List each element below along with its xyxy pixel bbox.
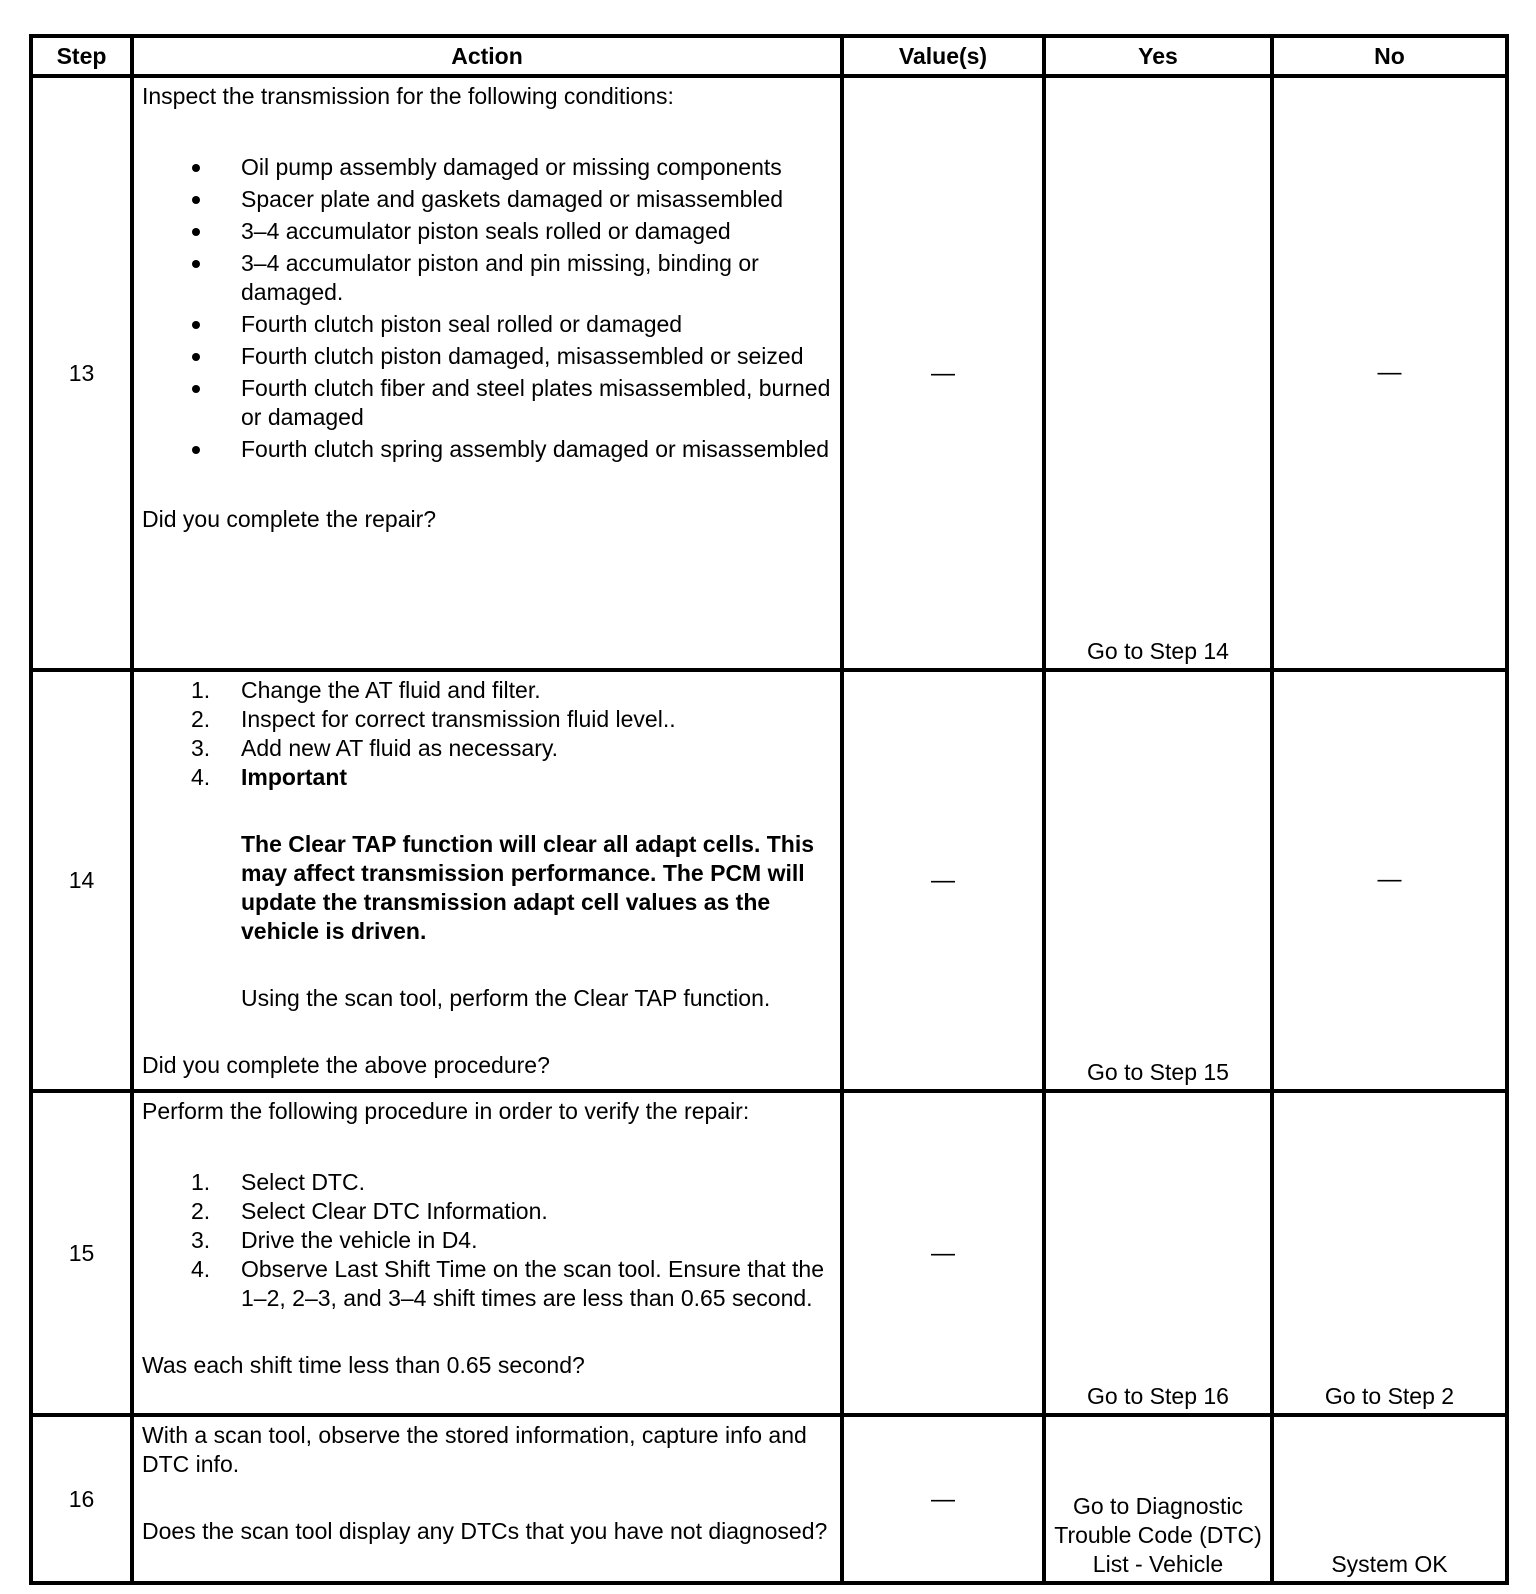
step-number: 15 <box>31 1091 132 1415</box>
step-number: 16 <box>31 1415 132 1583</box>
item-number: 1. <box>191 1169 211 1195</box>
list-item <box>142 1168 832 1197</box>
value-dash: — <box>931 1239 955 1267</box>
important-label: Important <box>241 764 348 790</box>
item-number: 4. <box>191 1256 211 1282</box>
yes-link[interactable]: Go to Step 14 <box>1087 638 1229 664</box>
list-item: Spacer plate and gaskets damaged or misassembled <box>142 185 832 214</box>
header-row <box>31 36 1507 76</box>
action-cell <box>132 670 842 1091</box>
item-number: 4. <box>191 764 211 790</box>
item-text: Add new AT fluid as necessary. <box>241 735 559 761</box>
table-row-step-16 <box>31 1415 1507 1583</box>
yes-cell <box>1044 1091 1272 1415</box>
value-cell <box>842 670 1044 1091</box>
action-cell <box>132 1091 842 1415</box>
list-item <box>142 676 832 705</box>
item-text: Select DTC. <box>241 1169 365 1195</box>
list-item: 3–4 accumulator piston seals rolled or damaged <box>142 217 832 246</box>
list-item: Fourth clutch piston damaged, misassembled or seized <box>142 342 832 371</box>
no-cell <box>1272 76 1507 670</box>
list-item <box>142 734 832 763</box>
no-status: System OK <box>1331 1551 1448 1577</box>
procedure-list <box>142 1168 832 1313</box>
header-values: Value(s) <box>842 36 1044 76</box>
item-number: 3. <box>191 735 211 761</box>
list-item: Fourth clutch spring assembly damaged or misassembled <box>142 435 832 464</box>
action-intro: With a scan tool, observe the stored information, capture info and DTC info. <box>142 1422 807 1477</box>
value-cell <box>842 1091 1044 1415</box>
item-number: 1. <box>191 677 211 703</box>
action-intro: Inspect the transmission for the following conditions: <box>142 83 674 109</box>
item-text: Inspect for correct transmission fluid level.. <box>241 706 676 732</box>
yes-cell <box>1044 1415 1272 1583</box>
item-text: Observe Last Shift Time on the scan tool. Ensure that the 1–2, 2–3, and 3–4 shift times are less than 0.65 second. <box>241 1256 824 1311</box>
important-note: The Clear TAP function will clear all adapt cells. This may affect transmission performance. The PCM will update the transmission adapt cell values as the vehicle is driven. <box>241 831 815 944</box>
item-number: 3. <box>191 1227 211 1253</box>
header-step: Step <box>31 36 132 76</box>
condition-list <box>142 153 832 464</box>
action-question: Did you complete the repair? <box>142 506 437 532</box>
item-number: 2. <box>191 1198 211 1224</box>
yes-link[interactable]: Go to Step 15 <box>1087 1059 1229 1085</box>
step-number: 14 <box>31 670 132 1091</box>
yes-link[interactable]: Go to Step 16 <box>1087 1383 1229 1409</box>
no-cell <box>1272 1415 1507 1583</box>
list-item: Fourth clutch fiber and steel plates misassembled, burned or damaged <box>142 374 832 432</box>
no-dash: — <box>1377 358 1402 386</box>
header-action: Action <box>132 36 842 76</box>
no-link[interactable]: Go to Step 2 <box>1324 1383 1455 1409</box>
yes-cell <box>1044 76 1272 670</box>
value-dash: — <box>931 1485 955 1513</box>
header-yes: Yes <box>1044 36 1272 76</box>
list-item <box>142 1226 832 1255</box>
list-item <box>142 1255 832 1313</box>
action-intro: Perform the following procedure in order to verify the repair: <box>142 1098 750 1124</box>
no-cell <box>1272 1091 1507 1415</box>
list-item <box>142 763 832 1013</box>
value-dash: — <box>931 867 955 894</box>
list-item: Fourth clutch piston seal rolled or damaged <box>142 310 832 339</box>
item-text: Drive the vehicle in D4. <box>241 1227 478 1253</box>
list-item <box>142 1197 832 1226</box>
no-cell <box>1272 670 1507 1091</box>
table-row-step-14 <box>31 670 1507 1091</box>
action-question: Does the scan tool display any DTCs that you have not diagnosed? <box>142 1518 828 1544</box>
list-item: 3–4 accumulator piston and pin missing, binding or damaged. <box>142 249 832 307</box>
action-cell <box>132 1415 842 1583</box>
table-row-step-15 <box>31 1091 1507 1415</box>
value-dash: — <box>931 359 955 387</box>
item-text: Change the AT fluid and filter. <box>241 677 541 703</box>
action-cell <box>132 76 842 670</box>
instruction-text: Using the scan tool, perform the Clear TAP function. <box>241 985 771 1011</box>
diagnostic-table <box>29 34 1509 1585</box>
yes-cell <box>1044 670 1272 1091</box>
item-number: 2. <box>191 706 211 732</box>
yes-link[interactable]: Go to Diagnostic Trouble Code (DTC) List - Vehicle <box>1054 1493 1262 1577</box>
action-question: Did you complete the above procedure? <box>142 1052 550 1078</box>
procedure-list <box>142 676 832 1013</box>
table-row-step-13 <box>31 76 1507 670</box>
no-dash: — <box>1377 866 1402 893</box>
list-item <box>142 705 832 734</box>
value-cell <box>842 76 1044 670</box>
header-no: No <box>1272 36 1507 76</box>
item-text: Select Clear DTC Information. <box>241 1198 548 1224</box>
step-number: 13 <box>31 76 132 670</box>
action-question: Was each shift time less than 0.65 second? <box>142 1352 585 1378</box>
value-cell <box>842 1415 1044 1583</box>
list-item: Oil pump assembly damaged or missing components <box>142 153 832 182</box>
